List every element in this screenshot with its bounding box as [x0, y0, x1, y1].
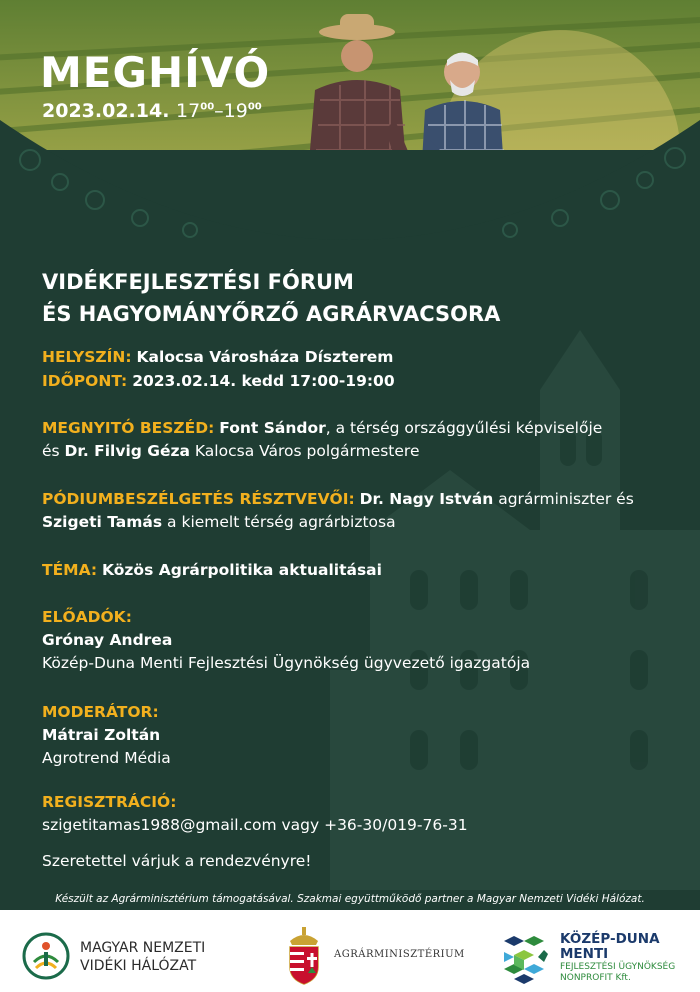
- registration-value[interactable]: szigetitamas1988@gmail.com vagy +36-30/019-76-31: [42, 816, 468, 834]
- speakers-section: [42, 606, 682, 675]
- logo3-line1: KÖZÉP-DUNA: [560, 931, 660, 947]
- logo3-subtitle: [560, 962, 675, 984]
- panel-label: PÓDIUMBESZÉLGETÉS RÉSZTVEVŐI:: [42, 490, 355, 508]
- opening-and: és: [42, 442, 65, 460]
- partner-logos: [0, 910, 700, 992]
- logo1-line1: MAGYAR NEMZETI: [80, 940, 206, 956]
- opening-name1: Font Sándor: [219, 419, 326, 437]
- topic-row: [42, 559, 682, 582]
- speakers-label: ELŐADÓK:: [42, 608, 132, 626]
- opening-text1: , a térség országgyűlési képviselője: [325, 419, 603, 437]
- logo3-sub2: NONPROFIT Kft.: [560, 973, 631, 983]
- logo1-text: [80, 939, 205, 975]
- event-date: 2023.02.14.: [42, 100, 170, 122]
- topic-label: TÉMA:: [42, 561, 98, 579]
- time-row: [42, 370, 682, 393]
- event-title-line2: ÉS HAGYOMÁNYŐRZŐ AGRÁRVACSORA: [42, 302, 501, 326]
- registration-label: REGISZTRÁCIÓ:: [42, 793, 177, 811]
- time-end-hour: 19: [223, 100, 248, 122]
- panel-text1: agrárminiszter és: [493, 490, 634, 508]
- decorative-curve: [0, 120, 700, 260]
- time-separator: –: [214, 100, 224, 122]
- vidéki-halozat-logo-icon: [22, 932, 70, 980]
- speaker-role: Közép-Duna Menti Fejlesztési Ügynökség ügyvezető igazgatója: [42, 654, 531, 672]
- location-label: HELYSZÍN:: [42, 348, 132, 366]
- opening-speech: [42, 417, 682, 463]
- panel-name1: Dr. Nagy István: [359, 490, 494, 508]
- footer-note: Készült az Agrárminisztérium támogatásával. Szakmai együttműködő partner a Magyar Nemzeti Vidéki Hálózat.: [55, 893, 645, 905]
- moderator-org: Agrotrend Média: [42, 749, 171, 767]
- time-value: 2023.02.14. kedd 17:00-19:00: [132, 372, 395, 390]
- poster-title: MEGHÍVÓ: [40, 48, 271, 97]
- moderator-label: MODERÁTOR:: [42, 703, 159, 721]
- time-end-min: 00: [247, 101, 262, 113]
- speaker-name: Grónay Andrea: [42, 631, 173, 649]
- logo3-title: [560, 932, 660, 962]
- logo2-text: AGRÁRMINISZTÉRIUM: [334, 949, 465, 960]
- moderator-section: [42, 701, 682, 770]
- hungarian-coat-of-arms-icon: [282, 927, 326, 985]
- panel-name2: Szigeti Tamás: [42, 513, 163, 531]
- opening-name2: Dr. Filvig Géza: [64, 442, 190, 460]
- kozep-duna-cube-logo-icon: [500, 932, 552, 984]
- location-row: [42, 346, 682, 369]
- moderator-name: Mátrai Zoltán: [42, 726, 161, 744]
- location-value: Kalocsa Városháza Díszterem: [136, 348, 394, 366]
- event-date-time: [42, 100, 262, 122]
- event-title: [42, 266, 500, 330]
- opening-text2: Kalocsa Város polgármestere: [189, 442, 420, 460]
- logo3-sub1: FEJLESZTÉSI ÜGYNÖKSÉG: [560, 962, 676, 972]
- time-start-hour: 17: [176, 100, 201, 122]
- closing-text: Szeretettel várjuk a rendezvényre!: [42, 852, 312, 870]
- event-title-line1: VIDÉKFEJLESZTÉSI FÓRUM: [42, 270, 354, 294]
- time-start-min: 00: [200, 101, 215, 113]
- opening-label: MEGNYITÓ BESZÉD:: [42, 419, 215, 437]
- panel-text2: a kiemelt térség agrárbiztosa: [162, 513, 396, 531]
- logo3-line2: MENTI: [560, 946, 609, 962]
- logo1-line2: VIDÉKI HÁLÓZAT: [80, 958, 197, 974]
- topic-value: Közös Agrárpolitika aktualitásai: [102, 561, 382, 579]
- time-label: IDŐPONT:: [42, 372, 128, 390]
- registration-section: [42, 791, 682, 837]
- panel-participants: [42, 488, 682, 534]
